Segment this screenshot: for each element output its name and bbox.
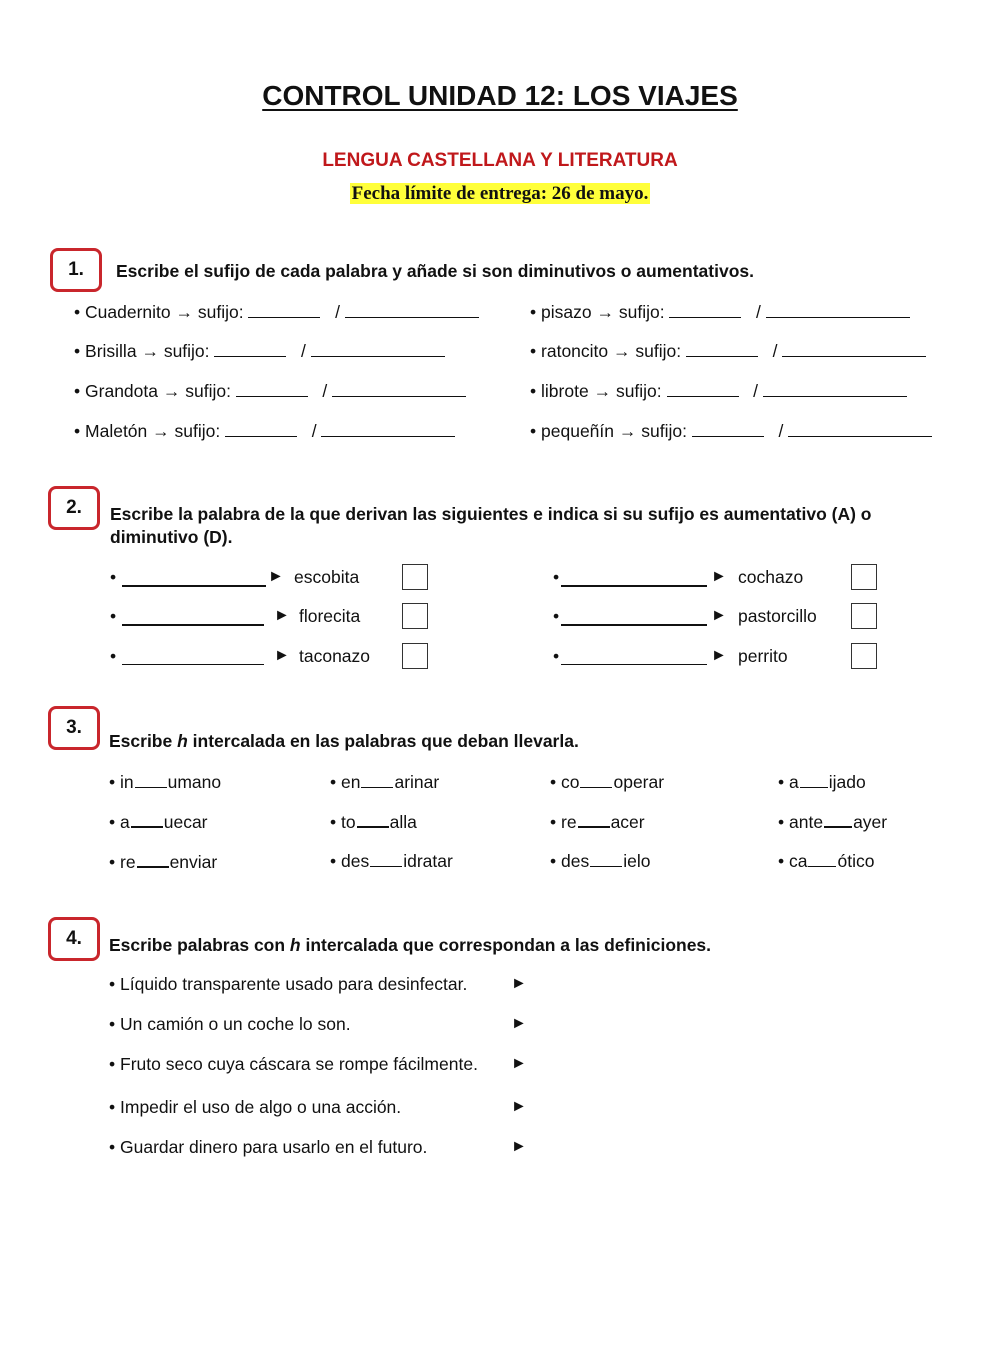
bullet: • [553,606,560,626]
arrow-icon: → [593,381,612,401]
page-title: CONTROL UNIDAD 12: LOS VIAJES [262,80,738,111]
suffix-blank[interactable] [236,380,308,397]
h-blank[interactable] [357,810,389,828]
arrow-icon: → [175,302,194,322]
bullet: • [109,772,120,792]
bullet: • [330,772,341,792]
bullet: • [330,812,341,832]
arrow-icon: → [596,302,614,322]
root-word-blank[interactable] [561,585,707,587]
type-blank[interactable] [788,420,932,437]
h-blank[interactable] [135,771,167,788]
marker-icon: ► [711,568,727,585]
bullet: • [110,606,117,626]
definition-item [109,1137,427,1158]
word-end: operar [613,772,665,792]
derived-word: taconazo [299,646,371,666]
section-3-instruction [109,731,579,752]
word-start: ante [789,812,824,832]
bullet: • [74,421,81,441]
type-blank[interactable] [332,380,466,397]
bullet: • [109,812,120,832]
section-1-number: 1. [50,248,102,292]
marker-icon: ► [711,647,727,664]
bullet: • [550,812,561,832]
bullet: • [553,646,560,666]
arrow-icon: → [618,421,637,441]
section-4-instruction-pre: Escribe palabras con [109,935,290,955]
root-word-blank[interactable] [122,585,266,587]
definition-text: Impedir el uso de algo o una acción. [120,1097,402,1117]
derived-word: perrito [738,646,788,666]
answer-checkbox[interactable] [851,643,877,669]
word-start: re [561,812,577,832]
word-end: ijado [828,772,866,792]
word: ratoncito [541,341,609,361]
word-start: a [789,772,799,792]
suffix-exercise-left-1 [74,340,445,362]
bullet: • [74,381,81,401]
type-blank[interactable] [763,380,907,397]
word-end: acer [610,812,645,832]
h-word-1-2 [550,810,645,833]
word-end: ielo [623,851,651,871]
suffix-label: sufijo: [185,381,231,401]
word-start: en [341,772,361,792]
answer-checkbox[interactable] [851,603,877,629]
marker-icon: ► [511,1055,527,1072]
word-end: arinar [394,772,440,792]
answer-field[interactable] [540,1054,960,1076]
bullet: • [530,421,537,441]
slash: / [301,341,306,361]
h-blank[interactable] [580,771,612,788]
word: pisazo [541,302,592,322]
word-end: enviar [169,852,218,872]
h-blank[interactable] [808,850,836,867]
bullet: • [778,851,789,871]
suffix-exercise-right-1 [530,340,926,362]
deadline-line [0,183,1000,205]
h-blank[interactable] [370,850,402,867]
section-4-instruction-em: h [289,935,301,955]
bullet: • [109,1054,120,1074]
section-4-number: 4. [48,917,100,961]
section-1-instruction: Escribe el sufijo de cada palabra y añade si son diminutivos o aumentativos. [116,261,754,281]
section-2-instruction-line1: Escribe la palabra de la que derivan las siguientes e indica si su sufijo es aumentativo (A) o [110,504,872,524]
bullet: • [110,646,117,666]
word-end: ayer [853,812,888,832]
suffix-blank[interactable] [214,340,286,357]
derived-word: cochazo [738,567,804,587]
definition-item [109,974,467,995]
slash: / [756,302,761,322]
definition-text: Fruto seco cuya cáscara se rompe fácilmente. [120,1054,478,1074]
marker-icon: ► [511,1098,527,1115]
root-word-blank[interactable] [561,664,707,665]
arrow-icon: → [613,341,631,361]
bullet: • [109,852,120,872]
h-word-2-1 [330,850,453,872]
word-start: co [561,772,580,792]
definition-text: Un camión o un coche lo son. [120,1014,351,1034]
h-word-1-0 [109,810,208,833]
suffix-label: sufijo: [618,302,665,322]
suffix-label: sufijo: [163,341,210,361]
marker-icon: ► [268,568,284,585]
h-word-0-3 [778,771,866,793]
suffix-blank[interactable] [225,420,297,437]
word-end: idratar [403,851,453,871]
suffix-label: sufijo: [174,421,221,441]
definition-item [109,1097,401,1118]
word-start: ca [789,851,808,871]
word: Grandota [85,381,158,401]
suffix-label: sufijo: [641,421,687,441]
derived-word: pastorcillo [738,606,817,626]
slash: / [322,381,328,401]
word-end: uecar [163,812,208,832]
answer-field[interactable] [540,1137,960,1159]
h-blank[interactable] [131,810,163,828]
suffix-exercise-left-2 [74,380,466,402]
bullet: • [778,772,789,792]
definition-text: Guardar dinero para usarlo en el futuro. [120,1137,428,1157]
suffix-blank[interactable] [669,301,741,318]
slash: / [778,421,784,441]
bullet: • [553,567,560,587]
bullet: • [109,974,120,994]
h-blank[interactable] [137,850,169,868]
word: Maletón [85,421,148,441]
bullet: • [109,1014,120,1034]
arrow-icon: → [162,381,181,401]
word-end: alla [389,812,417,832]
bullet: • [110,567,117,587]
suffix-exercise-right-0 [530,301,910,323]
h-word-2-0 [109,850,217,873]
slash: / [772,341,778,361]
section-3-instruction-post: intercalada en las palabras que deban llevarla. [187,731,579,751]
marker-icon: ► [511,1015,527,1032]
marker-icon: ► [274,607,290,624]
suffix-label: sufijo: [615,381,662,401]
arrow-icon: → [141,341,159,361]
marker-icon: ► [511,1138,527,1155]
bullet: • [530,302,537,322]
h-blank[interactable] [578,810,610,828]
bullet: • [550,851,561,871]
answer-field[interactable] [540,974,960,996]
word-start: des [561,851,590,871]
h-word-2-3 [778,850,874,872]
suffix-label: sufijo: [197,302,244,322]
answer-field[interactable] [540,1014,960,1036]
slash: / [753,381,758,401]
slash: / [335,302,340,322]
section-4-instruction [109,935,711,956]
word: librote [541,381,589,401]
marker-icon: ► [711,607,727,624]
type-blank[interactable] [345,301,479,318]
bullet: • [74,302,81,322]
word-start: a [120,812,130,832]
definition-item [109,1054,478,1075]
type-blank[interactable] [321,420,455,437]
h-word-0-0 [109,771,221,793]
bullet: • [550,772,561,792]
h-word-0-1 [330,771,439,793]
word-end: ótico [837,851,875,871]
word: pequeñín [541,421,615,441]
definition-item [109,1014,351,1035]
h-blank[interactable] [824,810,852,828]
suffix-exercise-left-3 [74,420,455,442]
word-start: des [341,851,370,871]
word-start: to [341,812,356,832]
suffix-blank[interactable] [692,420,764,437]
root-word-blank[interactable] [122,664,264,665]
answer-checkbox[interactable] [402,564,428,590]
h-blank[interactable] [361,771,393,788]
answer-checkbox[interactable] [851,564,877,590]
h-word-1-3 [778,810,887,833]
type-blank[interactable] [782,340,926,357]
bullet: • [109,1137,120,1157]
bullet: • [778,812,789,832]
h-word-0-2 [550,771,664,793]
derived-word: florecita [299,606,361,626]
subject-heading: LENGUA CASTELLANA Y LITERATURA [322,150,678,171]
suffix-blank[interactable] [686,340,758,357]
section-3-instruction-em: h [177,731,188,751]
bullet: • [109,1097,120,1117]
bullet: • [530,341,537,361]
bullet: • [330,851,341,871]
section-3-number: 3. [48,706,100,750]
slash: / [311,421,317,441]
section-3-instruction-pre: Escribe [109,731,178,751]
suffix-blank[interactable] [248,301,320,318]
marker-icon: ► [511,975,527,992]
suffix-exercise-right-2 [530,380,907,402]
type-blank[interactable] [766,301,910,318]
marker-icon: ► [274,647,290,664]
section-2-instruction-line2: diminutivo (D). [110,527,233,547]
h-blank[interactable] [590,850,622,867]
word: Cuadernito [85,302,171,322]
suffix-label: sufijo: [635,341,682,361]
definition-text: Líquido transparente usado para desinfectar. [120,974,468,994]
deadline-text: Fecha límite de entrega: 26 de mayo. [351,183,649,204]
section-4-instruction-post: intercalada que correspondan a las definiciones. [300,935,712,955]
word-start: in [120,772,134,792]
bullet: • [530,381,537,401]
word: Brisilla [85,341,137,361]
bullet: • [74,341,81,361]
h-word-1-1 [330,810,417,833]
h-blank[interactable] [800,771,828,788]
suffix-exercise-left-0 [74,301,479,323]
section-2-number: 2. [48,486,100,530]
word-end: umano [167,772,222,792]
arrow-icon: → [152,421,170,441]
h-word-2-2 [550,850,650,872]
answer-checkbox[interactable] [402,603,428,629]
suffix-blank[interactable] [667,380,739,397]
word-start: re [120,852,136,872]
root-word-blank[interactable] [122,624,264,626]
suffix-exercise-right-3 [530,420,932,442]
root-word-blank[interactable] [561,624,707,626]
answer-field[interactable] [540,1097,960,1119]
answer-checkbox[interactable] [402,643,428,669]
derived-word: escobita [294,567,360,587]
type-blank[interactable] [311,340,445,357]
